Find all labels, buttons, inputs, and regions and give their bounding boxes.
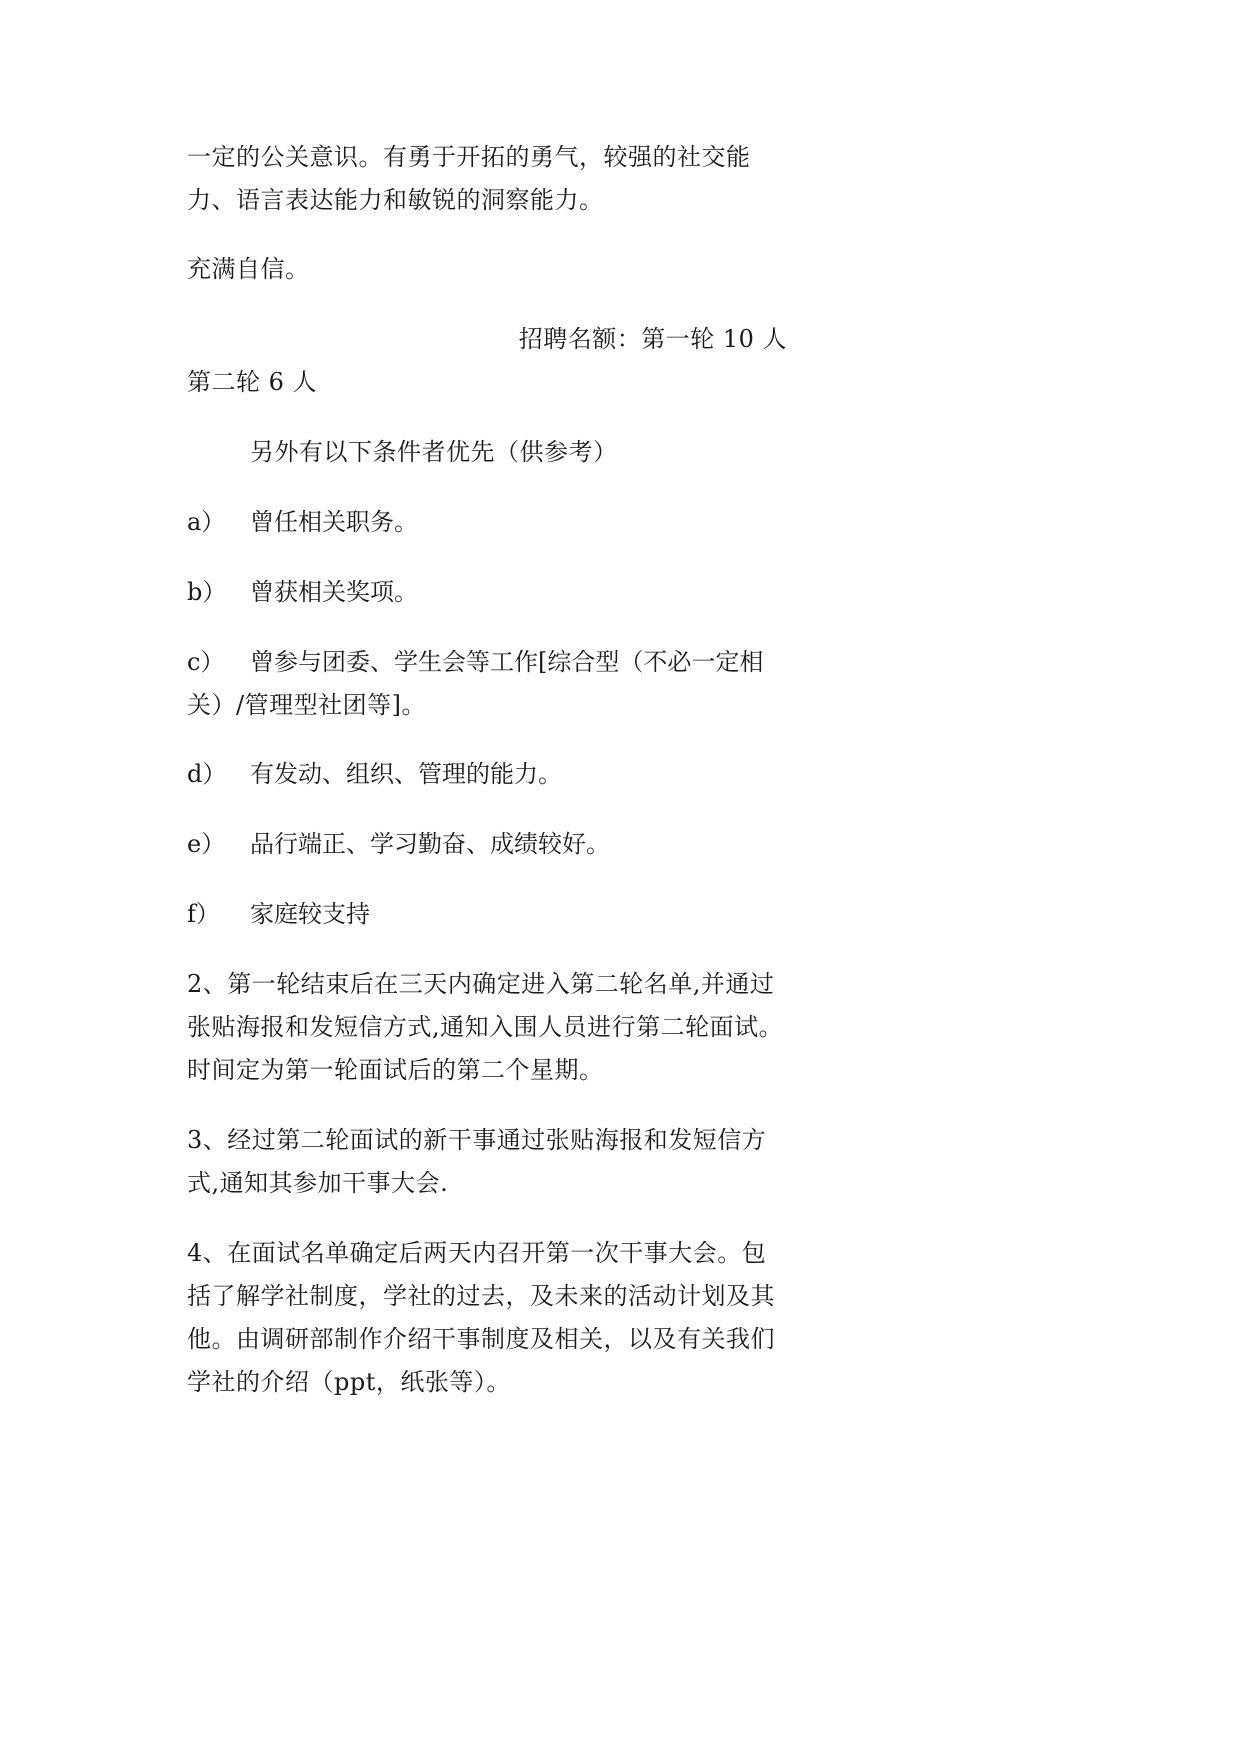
step-line: 学社的介绍（ppt，纸张等）。 [187, 1368, 511, 1396]
step-line: 时间定为第一轮面试后的第二个星期。 [187, 1056, 604, 1084]
step-line: 4、在面试名单确定后两天内召开第一次干事大会。包 [187, 1239, 767, 1267]
step-line: 式,通知其参加干事大会. [187, 1169, 449, 1197]
condition-item [187, 646, 787, 678]
step-line: 2、第一轮结束后在三天内确定进入第二轮名单,并通过 [187, 970, 775, 998]
step-line: 3、经过第二轮面试的新干事通过张贴海报和发短信方 [187, 1126, 767, 1154]
condition-continuation: 关）/管理型社团等]。 [187, 691, 426, 719]
quota-line: 招聘名额：第一轮 10 人 [518, 325, 787, 353]
paragraph-line: 一定的公关意识。有勇于开拓的勇气，较强的社交能 [187, 143, 751, 171]
paragraph-line: 力、语言表达能力和敏锐的洞察能力。 [187, 186, 604, 214]
step-line: 括了解学社制度，学社的过去，及未来的活动计划及其 [187, 1282, 775, 1310]
condition-marker: c） [187, 648, 225, 676]
condition-text: 曾参与团委、学生会等工作[综合型（不必一定相 [250, 648, 764, 676]
condition-item [187, 758, 787, 790]
condition-marker: d） [187, 760, 227, 788]
condition-text: 曾获相关奖项。 [250, 578, 418, 606]
condition-text: 曾任相关职务。 [250, 508, 418, 536]
step-line: 他。由调研部制作介绍干事制度及相关，以及有关我们 [187, 1325, 775, 1353]
priority-intro: 另外有以下条件者优先（供参考） [250, 438, 618, 466]
condition-text: 品行端正、学习勤奋、成绩较好。 [250, 830, 610, 858]
condition-marker: a） [187, 508, 226, 536]
condition-item [187, 898, 787, 930]
paragraph-line: 充满自信。 [187, 255, 310, 283]
condition-marker: f） [187, 900, 220, 928]
condition-item [187, 576, 787, 608]
condition-item [187, 828, 787, 860]
quota-line: 第二轮 6 人 [187, 368, 318, 396]
condition-item [187, 506, 787, 538]
condition-marker: e） [187, 830, 226, 858]
step-line: 张贴海报和发短信方式,通知入围人员进行第二轮面试。 [187, 1013, 784, 1041]
condition-text: 有发动、组织、管理的能力。 [250, 760, 562, 788]
condition-text: 家庭较支持 [250, 900, 370, 928]
condition-marker: b） [187, 578, 227, 606]
